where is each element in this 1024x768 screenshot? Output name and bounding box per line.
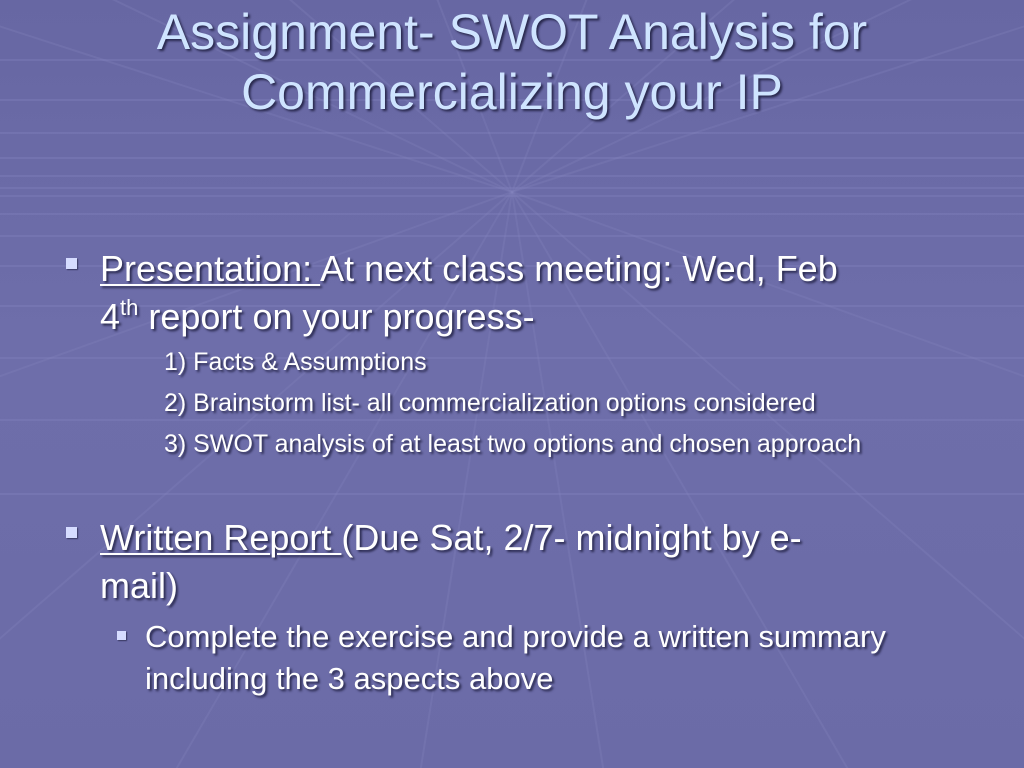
subbullet-complete-exercise	[145, 616, 995, 700]
bullet-written-report-line-1	[100, 514, 980, 562]
subbullet-line-2: including the 3 aspects above	[145, 661, 554, 696]
presentation-day: 4	[100, 296, 121, 337]
square-bullet-icon	[66, 527, 77, 538]
bullet-written-report-line-2: mail)	[100, 565, 178, 606]
square-bullet-icon	[66, 258, 77, 269]
bullet-presentation	[100, 245, 980, 341]
title-line-2: Commercializing your IP	[241, 64, 783, 120]
subitem-facts: 1) Facts & Assumptions	[164, 348, 427, 376]
subitem-brainstorm: 2) Brainstorm list- all commercialization options considered	[164, 389, 816, 417]
written-report-text-a: (Due Sat, 2/7- midnight by e-	[341, 517, 802, 558]
presentation-text-b: report on your progress-	[138, 296, 535, 337]
bullet-written-report	[100, 514, 980, 610]
presentation-label: Presentation:	[100, 248, 321, 289]
slide-title	[0, 2, 1024, 122]
presentation-text-a: At next class meeting: Wed, Feb	[320, 248, 838, 289]
square-bullet-icon	[117, 631, 126, 640]
title-line-1: Assignment- SWOT Analysis for	[156, 4, 868, 60]
bullet-presentation-line-1	[100, 245, 980, 293]
subbullet-line-1: Complete the exercise and provide a written summary	[145, 619, 886, 654]
presentation-day-suffix: th	[120, 295, 139, 320]
subitem-swot: 3) SWOT analysis of at least two options and chosen approach	[164, 430, 862, 458]
written-report-label: Written Report	[100, 517, 342, 558]
bullet-presentation-line-2	[100, 293, 980, 341]
